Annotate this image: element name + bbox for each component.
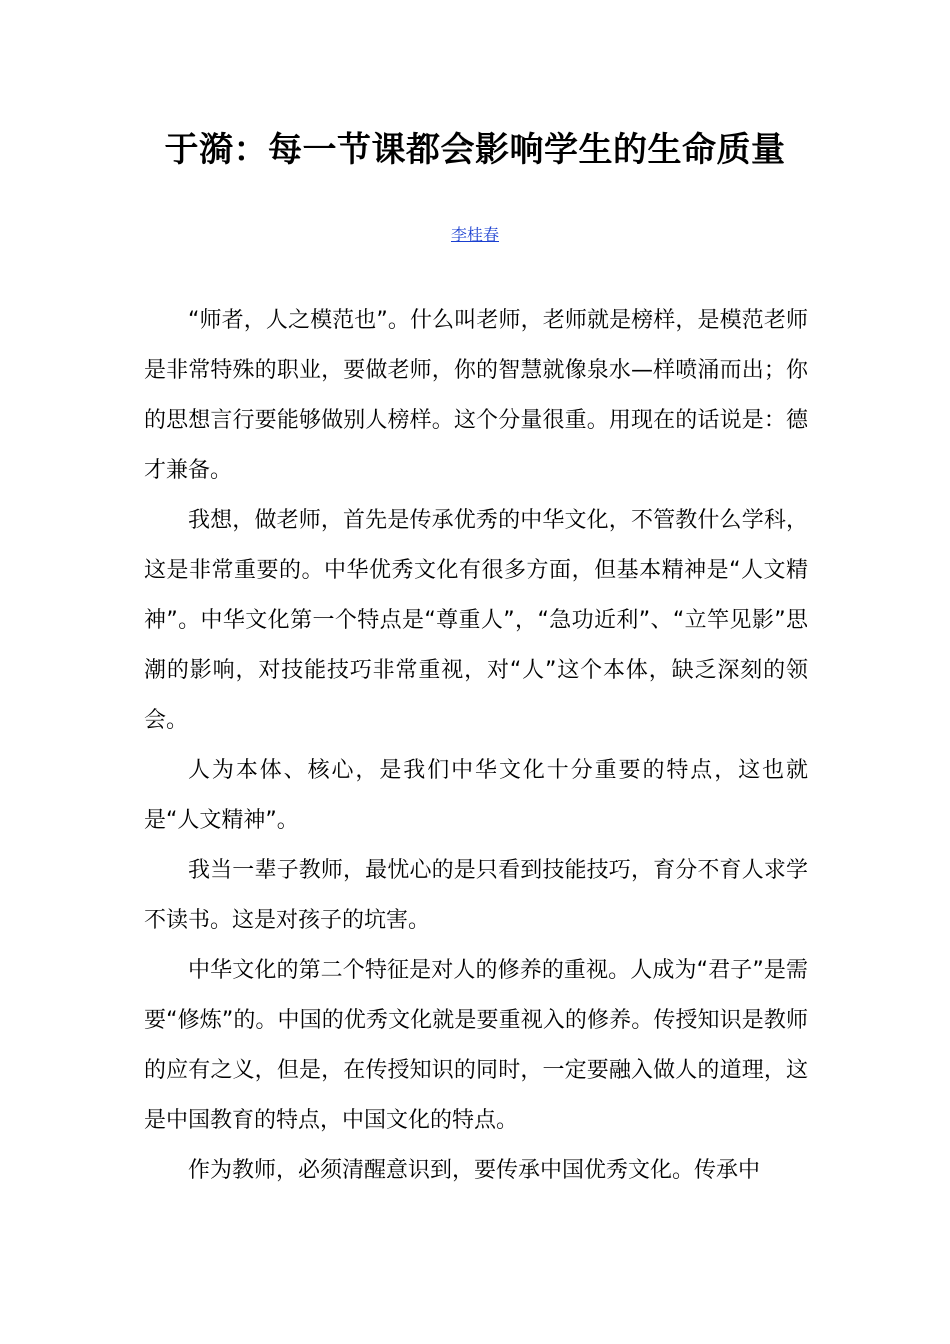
- paragraph: 我当一辈子教师，最忧心的是只看到技能技巧，育分不育人求学不读书。这是对孩子的坑害。: [144, 858, 808, 933]
- paragraph: 人为本体、核心，是我们中华文化十分重要的特点，这也就是“人文精神”。: [144, 758, 808, 833]
- article-body: [144, 296, 808, 1196]
- paragraph: 作为教师，必须清醒意识到，要传承中国优秀文化。传承中: [188, 1158, 761, 1183]
- paragraph: 我想，做老师，首先是传承优秀的中华文化，不管教什么学科，这是非常重要的。中华优秀文化有很多方面，但基本精神是“人文精神”。中华文化第一个特点是“尊重人”，“急功近利”、“立竿见影”思潮的影响，对技能技巧非常重视，对“人”这个本体，缺乏深刻的领会。: [144, 508, 808, 733]
- author-link[interactable]: 李桂春: [450, 225, 499, 244]
- paragraph: 中华文化的第二个特征是对人的修养的重视。人成为“君子”是需要“修炼”的。中国的优秀文化就是要重视入的修养。传授知识是教师的应有之义，但是，在传授知识的同时，一定要融入做人的道理，这是中国教育的特点，中国文化的特点。: [144, 958, 808, 1133]
- article-title: 于漪：每一节课都会影响学生的生命质量: [164, 130, 786, 170]
- author-byline: [0, 224, 950, 246]
- paragraph: “师者，人之模范也”。什么叫老师，老师就是榜样，是模范老师是非常特殊的职业，要做老师，你的智慧就像泉水—样喷涌而出；你的思想言行要能够做别人榜样。这个分量很重。用现在的话说是：德才兼备。: [144, 308, 808, 483]
